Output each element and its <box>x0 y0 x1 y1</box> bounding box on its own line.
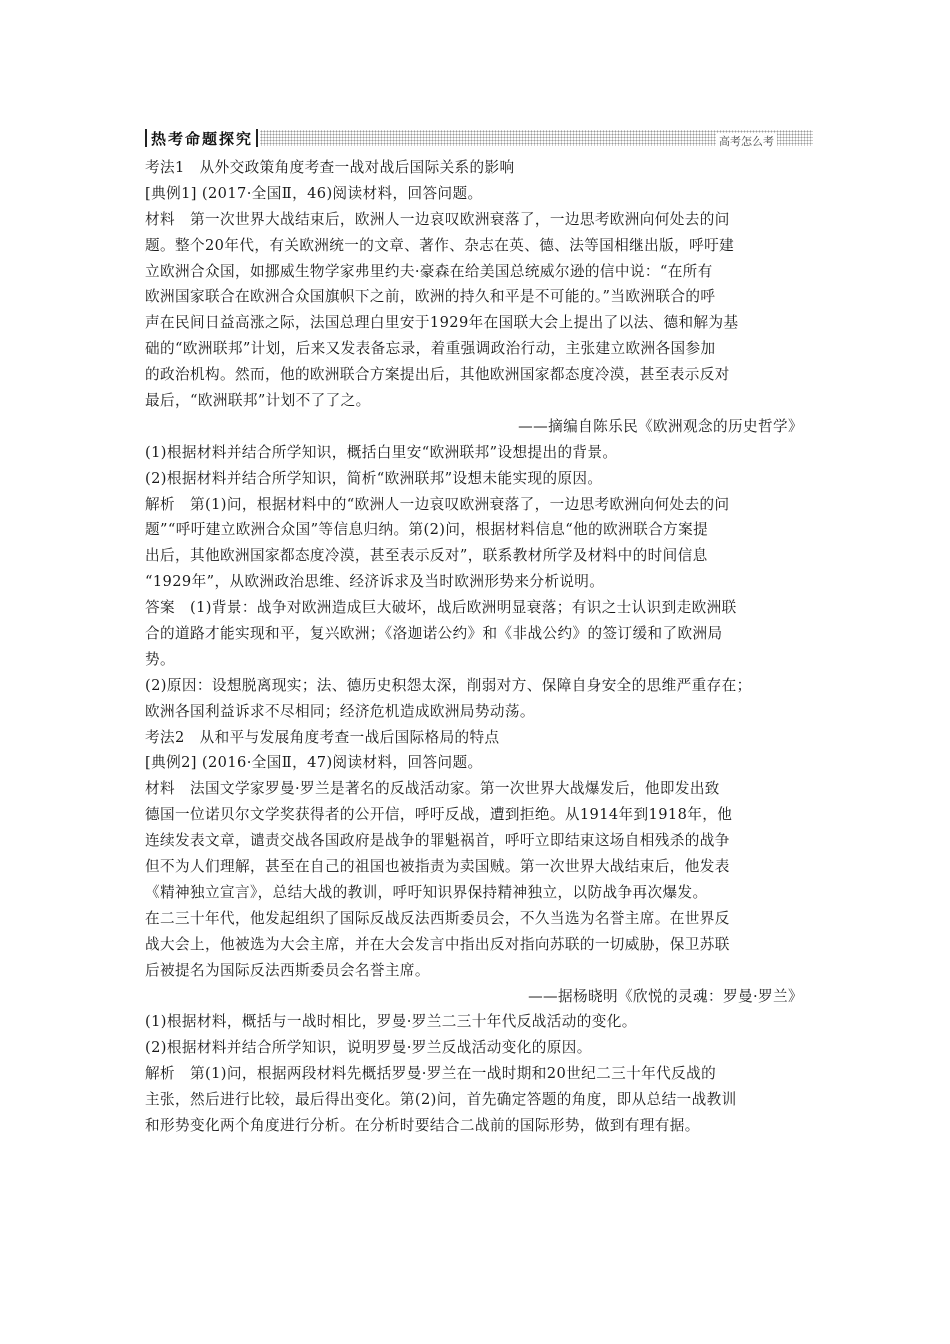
section-header <box>145 127 813 149</box>
text-line: 和形势变化两个角度进行分析。在分析时要结合二战前的国际形势，做到有理有据。 <box>145 1116 700 1134</box>
text-line: 的政治机构。然而，他的欧洲联合方案提出后，其他欧洲国家都态度冷漠，甚至表示反对 <box>145 366 730 384</box>
text-line: (1)根据材料并结合所学知识，概括白里安“欧洲联邦”设想提出的背景。 <box>145 443 618 461</box>
text-line: 出后，其他欧洲国家都态度冷漠，甚至表示反对”，联系教材所学及材料中的时间信息 <box>145 547 708 565</box>
header-divider <box>256 129 258 147</box>
document-body <box>145 155 813 1139</box>
text-line: 最后，“欧洲联邦”计划不了了之。 <box>145 392 371 410</box>
text-line: 《精神独立宣言》，总结大战的教训，呼吁知识界保持精神独立，以防战争再次爆发。 <box>145 883 708 901</box>
text-line: ——摘编自陈乐民《欧洲观念的历史哲学》 <box>518 417 803 435</box>
text-line: 考法2 从和平与发展角度考查一战后国际格局的特点 <box>145 728 500 746</box>
text-line: 欧洲国家联合在欧洲合众国旗帜下之前，欧洲的持久和平是不可能的。”当欧洲联合的呼 <box>145 288 716 306</box>
header-divider <box>145 129 147 147</box>
text-line: 础的“欧洲联邦”计划，后来又发表备忘录，着重强调政治行动，主张建立欧洲各国参加 <box>145 340 716 358</box>
text-line: (2)根据材料并结合所学知识，说明罗曼·罗兰反战活动变化的原因。 <box>145 1039 592 1057</box>
text-line: 解析 第(1)问，根据两段材料先概括罗曼·罗兰在一战时期和20世纪二三十年代反战的 <box>145 1065 717 1083</box>
text-line: 考法1 从外交政策角度考查一战对战后国际关系的影响 <box>145 159 515 176</box>
text-line: (2)原因：设想脱离现实；法、德历史积怨太深，削弱对方、保障自身安全的思维严重存在； <box>145 676 752 694</box>
text-line: 连续发表文章，谴责交战各国政府是战争的罪魁祸首，呼吁立即结束这场自相残杀的战争 <box>145 832 730 850</box>
text-line: 主张，然后进行比较，最后得出变化。第(2)问，首先确定答题的角度，即从总结一战教训 <box>145 1091 737 1109</box>
section-title: 热考命题探究 <box>151 129 254 148</box>
text-line: 材料 法国文学家罗曼·罗兰是著名的反战活动家。第一次世界大战爆发后，他即发出致 <box>145 780 720 798</box>
text-line: 材料 第一次世界大战结束后，欧洲人一边哀叹欧洲衰落了，一边思考欧洲向何处去的问 <box>145 210 730 228</box>
text-line: 题。整个20年代，有关欧洲统一的文章、著作、杂志在英、德、法等国相继出版，呼吁建 <box>145 236 735 254</box>
text-line: 势。 <box>145 650 175 668</box>
text-line: 但不为人们理解，甚至在自己的祖国也被指责为卖国贼。第一次世界大战结束后，他发表 <box>145 858 730 876</box>
text-line: 答案 (1)背景：战争对欧洲造成巨大破坏，战后欧洲明显衰落；有识之士认识到走欧洲联 <box>145 599 737 617</box>
text-line: ——据杨晓明《欣悦的灵魂：罗曼·罗兰》 <box>528 987 803 1005</box>
text-line: 解析 第(1)问，根据材料中的“欧洲人一边哀叹欧洲衰落了，一边思考欧洲向何处去的问 <box>145 495 730 513</box>
text-line: 德国一位诺贝尔文学奖获得者的公开信，呼吁反战，遭到拒绝。从1914年到1918年，他 <box>145 806 733 824</box>
text-line: [典例1] (2017·全国Ⅱ，46)阅读材料，回答问题。 <box>145 184 483 202</box>
text-line: 题”“呼吁建立欧洲合众国”等信息归纳。第(2)问，根据材料信息“他的欧洲联合方案提 <box>145 521 709 539</box>
document-page <box>145 127 813 1139</box>
text-line: 在二三十年代，他发起组织了国际反战反法西斯委员会，不久当选为名誉主席。在世界反 <box>145 909 730 927</box>
text-line: [典例2] (2016·全国Ⅱ，47)阅读材料，回答问题。 <box>145 754 483 772</box>
text-line: 后被提名为国际反法西斯委员会名誉主席。 <box>145 961 430 979</box>
header-dot-pattern <box>260 130 813 146</box>
text-line: 欧洲各国利益诉求不尽相同；经济危机造成欧洲局势动荡。 <box>145 702 535 720</box>
text-line: 合的道路才能实现和平，复兴欧洲；《洛迦诺公约》和《非战公约》的签订缓和了欧洲局 <box>145 625 723 643</box>
text-line: 战大会上，他被选为大会主席，并在大会发言中指出反对指向苏联的一切威胁，保卫苏联 <box>145 935 730 953</box>
text-line: “1929年”，从欧洲政治思维、经济诉求及当时欧洲形势来分析说明。 <box>145 573 605 591</box>
text-line: (1)根据材料，概括与一战时相比，罗曼·罗兰二三十年代反战活动的变化。 <box>145 1013 637 1031</box>
text-line: 声在民间日益高涨之际，法国总理白里安于1929年在国联大会上提出了以法、德和解为基 <box>145 314 739 332</box>
text-line: 立欧洲合众国，如挪威生物学家弗里约夫·豪森在给美国总统威尔逊的信中说：“在所有 <box>145 262 713 280</box>
text-line: (2)根据材料并结合所学知识，简析“欧洲联邦”设想未能实现的原因。 <box>145 469 603 487</box>
section-subtitle: 高考怎么考 <box>716 133 777 149</box>
